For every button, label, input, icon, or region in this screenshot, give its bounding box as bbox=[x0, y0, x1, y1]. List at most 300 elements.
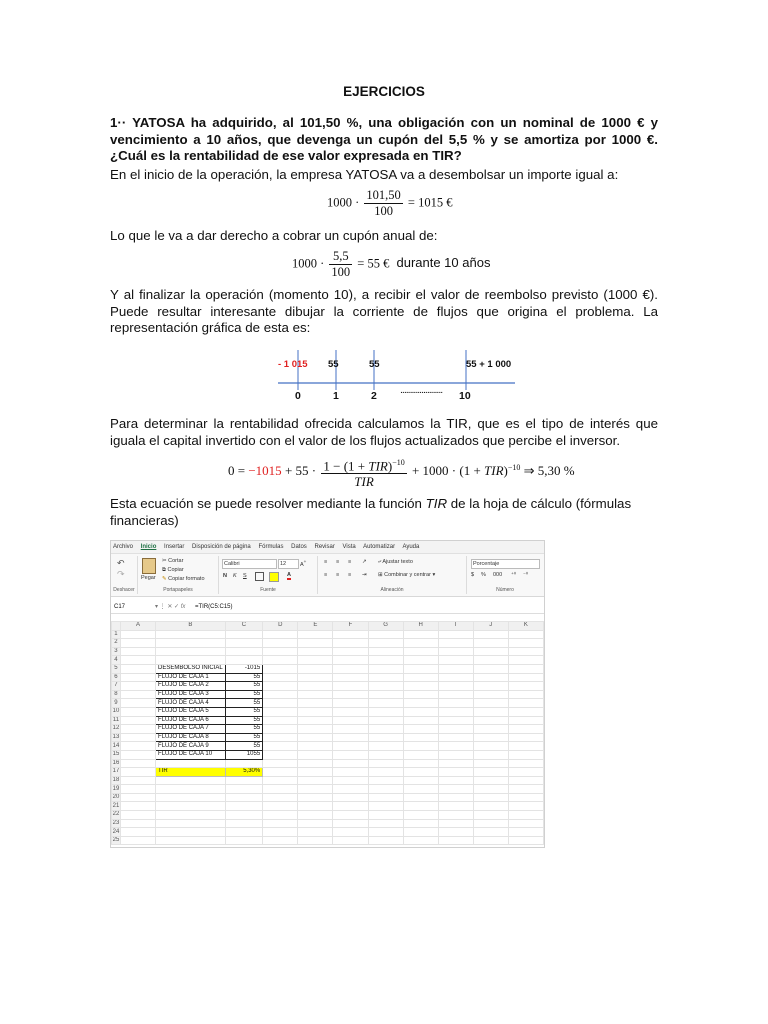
row-header[interactable]: 3 bbox=[112, 647, 121, 656]
cell[interactable] bbox=[225, 828, 262, 837]
redo-icon[interactable]: ↷ bbox=[117, 569, 125, 579]
cell[interactable] bbox=[263, 647, 298, 656]
cell[interactable] bbox=[298, 630, 333, 639]
select-all-corner[interactable] bbox=[112, 622, 121, 631]
row-header[interactable]: 19 bbox=[112, 785, 120, 792]
cell[interactable] bbox=[120, 664, 155, 673]
row-header[interactable]: 22 bbox=[112, 811, 120, 818]
cell[interactable] bbox=[473, 768, 508, 777]
cell[interactable] bbox=[508, 725, 543, 734]
cell[interactable] bbox=[156, 819, 226, 828]
cell[interactable] bbox=[263, 819, 298, 828]
cell[interactable]: 55 bbox=[225, 690, 262, 699]
cell[interactable] bbox=[508, 776, 543, 785]
cell[interactable] bbox=[298, 733, 333, 742]
cell[interactable] bbox=[225, 639, 262, 648]
cell[interactable] bbox=[438, 793, 473, 802]
cell[interactable] bbox=[473, 725, 508, 734]
cell[interactable] bbox=[263, 656, 298, 665]
align-left-icon[interactable]: ≡ bbox=[324, 572, 328, 578]
cell[interactable] bbox=[156, 656, 226, 665]
cell[interactable] bbox=[120, 828, 155, 837]
menu-formulas[interactable]: Fórmulas bbox=[258, 544, 284, 550]
cell[interactable] bbox=[225, 785, 262, 794]
cell[interactable] bbox=[156, 802, 226, 811]
row-header[interactable]: 12 bbox=[112, 725, 120, 732]
cell[interactable] bbox=[473, 742, 508, 751]
cell[interactable] bbox=[368, 811, 403, 820]
cell[interactable] bbox=[403, 690, 438, 699]
cell[interactable] bbox=[333, 768, 368, 777]
cell[interactable] bbox=[225, 811, 262, 820]
cell[interactable] bbox=[225, 647, 262, 656]
cell[interactable]: FLUJO DE CAJA 1 bbox=[156, 673, 226, 682]
column-header[interactable]: G bbox=[368, 622, 403, 631]
cell[interactable] bbox=[508, 828, 543, 837]
cell[interactable] bbox=[333, 673, 368, 682]
cell[interactable] bbox=[298, 699, 333, 708]
cell[interactable] bbox=[156, 759, 226, 768]
align-center-icon[interactable]: ≡ bbox=[336, 572, 340, 578]
cell[interactable] bbox=[438, 664, 473, 673]
cell[interactable] bbox=[403, 673, 438, 682]
cell[interactable] bbox=[508, 836, 543, 845]
cell[interactable] bbox=[333, 776, 368, 785]
cell[interactable] bbox=[473, 793, 508, 802]
cell[interactable]: FLUJO DE CAJA 2 bbox=[156, 682, 226, 691]
cell[interactable] bbox=[403, 664, 438, 673]
cell[interactable] bbox=[473, 647, 508, 656]
cell[interactable] bbox=[263, 707, 298, 716]
grow-font-icon[interactable]: A+ bbox=[300, 559, 307, 568]
cell[interactable] bbox=[508, 682, 543, 691]
underline-icon[interactable]: S bbox=[243, 573, 247, 579]
cell[interactable] bbox=[298, 690, 333, 699]
cell[interactable] bbox=[156, 828, 226, 837]
cell[interactable] bbox=[403, 759, 438, 768]
column-header[interactable]: K bbox=[508, 622, 543, 631]
row-header[interactable]: 25 bbox=[112, 837, 120, 844]
column-header[interactable]: F bbox=[333, 622, 368, 631]
cell[interactable] bbox=[156, 639, 226, 648]
copy-button[interactable] bbox=[162, 567, 184, 574]
cell[interactable] bbox=[333, 793, 368, 802]
cell[interactable] bbox=[403, 639, 438, 648]
paste-label[interactable]: Pegar bbox=[141, 575, 156, 581]
cell[interactable] bbox=[368, 707, 403, 716]
row-header[interactable]: 10 bbox=[112, 708, 120, 715]
cell[interactable] bbox=[473, 811, 508, 820]
cell[interactable] bbox=[508, 768, 543, 777]
cell[interactable]: 55 bbox=[225, 707, 262, 716]
cell[interactable] bbox=[403, 725, 438, 734]
cell[interactable] bbox=[298, 673, 333, 682]
cell[interactable] bbox=[298, 759, 333, 768]
cell[interactable] bbox=[368, 836, 403, 845]
row-header[interactable]: 17 bbox=[112, 768, 120, 775]
cell[interactable] bbox=[403, 793, 438, 802]
column-header[interactable]: A bbox=[120, 622, 155, 631]
cell[interactable] bbox=[263, 682, 298, 691]
cell[interactable] bbox=[368, 750, 403, 759]
cell[interactable] bbox=[333, 690, 368, 699]
align-top-icon[interactable]: ≡ bbox=[324, 559, 328, 565]
cell[interactable] bbox=[263, 725, 298, 734]
cell[interactable] bbox=[473, 750, 508, 759]
cell[interactable] bbox=[368, 725, 403, 734]
cell[interactable] bbox=[298, 785, 333, 794]
cell[interactable] bbox=[120, 768, 155, 777]
cell[interactable]: FLUJO DE CAJA 10 bbox=[156, 750, 226, 759]
row-header[interactable]: 11 bbox=[112, 716, 120, 723]
decrease-decimal-icon[interactable]: ⁻⁰ bbox=[523, 572, 529, 578]
menu-revisar[interactable]: Revisar bbox=[314, 544, 335, 550]
cell[interactable]: FLUJO DE CAJA 6 bbox=[156, 716, 226, 725]
cell[interactable] bbox=[508, 656, 543, 665]
cell[interactable] bbox=[225, 776, 262, 785]
cell[interactable] bbox=[120, 759, 155, 768]
cell[interactable] bbox=[333, 819, 368, 828]
cell[interactable] bbox=[438, 673, 473, 682]
cell[interactable] bbox=[438, 811, 473, 820]
column-header[interactable]: J bbox=[473, 622, 508, 631]
cell[interactable] bbox=[508, 639, 543, 648]
menu-automatizar[interactable]: Automatizar bbox=[363, 544, 396, 550]
cell[interactable] bbox=[438, 733, 473, 742]
cell[interactable] bbox=[508, 793, 543, 802]
cell[interactable] bbox=[263, 836, 298, 845]
cell[interactable] bbox=[263, 630, 298, 639]
cell[interactable]: FLUJO DE CAJA 7 bbox=[156, 725, 226, 734]
cell[interactable] bbox=[368, 819, 403, 828]
cell[interactable] bbox=[298, 682, 333, 691]
cell[interactable] bbox=[508, 647, 543, 656]
cell[interactable] bbox=[298, 828, 333, 837]
cell[interactable] bbox=[298, 768, 333, 777]
cell[interactable] bbox=[263, 811, 298, 820]
cell[interactable] bbox=[403, 742, 438, 751]
cell[interactable]: 55 bbox=[225, 682, 262, 691]
cell[interactable] bbox=[473, 699, 508, 708]
cell[interactable]: 55 bbox=[225, 725, 262, 734]
font-color-icon[interactable]: A bbox=[287, 572, 291, 578]
cell[interactable] bbox=[473, 733, 508, 742]
indent-icon[interactable]: ⇥ bbox=[362, 572, 367, 578]
cell[interactable] bbox=[333, 811, 368, 820]
cell[interactable] bbox=[403, 802, 438, 811]
cell[interactable] bbox=[473, 759, 508, 768]
cell[interactable] bbox=[333, 802, 368, 811]
cell[interactable] bbox=[508, 819, 543, 828]
cell[interactable] bbox=[120, 630, 155, 639]
cell[interactable] bbox=[368, 630, 403, 639]
currency-icon[interactable]: $ bbox=[471, 572, 475, 578]
cell[interactable] bbox=[263, 793, 298, 802]
cell[interactable] bbox=[120, 716, 155, 725]
cell[interactable] bbox=[438, 828, 473, 837]
cell[interactable] bbox=[368, 639, 403, 648]
cell[interactable] bbox=[156, 630, 226, 639]
column-header[interactable]: C bbox=[225, 622, 262, 631]
merge-center-button[interactable]: ⊞ Combinar y centrar ▾ bbox=[378, 572, 436, 578]
cell[interactable] bbox=[298, 776, 333, 785]
cell[interactable] bbox=[438, 690, 473, 699]
cell[interactable] bbox=[368, 733, 403, 742]
cell[interactable] bbox=[438, 742, 473, 751]
cell[interactable] bbox=[333, 707, 368, 716]
orientation-icon[interactable]: ↗ bbox=[362, 559, 367, 565]
cell[interactable] bbox=[438, 785, 473, 794]
row-header[interactable]: 18 bbox=[112, 776, 120, 783]
cell[interactable] bbox=[156, 776, 226, 785]
cell[interactable] bbox=[508, 630, 543, 639]
cell[interactable] bbox=[263, 776, 298, 785]
cell[interactable] bbox=[333, 828, 368, 837]
column-header[interactable]: I bbox=[438, 622, 473, 631]
row-header[interactable]: 9 bbox=[112, 699, 121, 708]
cell[interactable] bbox=[508, 733, 543, 742]
cell[interactable] bbox=[403, 707, 438, 716]
cell[interactable] bbox=[120, 785, 155, 794]
name-box[interactable]: C17 bbox=[114, 604, 126, 610]
cell[interactable] bbox=[120, 793, 155, 802]
cell[interactable] bbox=[298, 742, 333, 751]
row-header[interactable]: 4 bbox=[112, 656, 121, 665]
menu-inicio[interactable]: Inicio bbox=[140, 544, 157, 550]
cell[interactable] bbox=[438, 776, 473, 785]
cell[interactable] bbox=[120, 647, 155, 656]
cell[interactable] bbox=[508, 707, 543, 716]
row-header[interactable]: 16 bbox=[112, 759, 120, 766]
cell[interactable] bbox=[368, 699, 403, 708]
cell[interactable] bbox=[333, 664, 368, 673]
cell[interactable] bbox=[263, 768, 298, 777]
cell[interactable] bbox=[403, 630, 438, 639]
cell[interactable] bbox=[333, 639, 368, 648]
cell[interactable] bbox=[473, 819, 508, 828]
cell[interactable] bbox=[333, 716, 368, 725]
cell[interactable]: 55 bbox=[225, 673, 262, 682]
cell[interactable] bbox=[403, 733, 438, 742]
cell[interactable] bbox=[225, 802, 262, 811]
cell[interactable] bbox=[120, 673, 155, 682]
cell[interactable] bbox=[438, 750, 473, 759]
cell[interactable] bbox=[263, 828, 298, 837]
cell[interactable] bbox=[438, 682, 473, 691]
cell[interactable] bbox=[263, 785, 298, 794]
cell[interactable] bbox=[120, 802, 155, 811]
cell[interactable] bbox=[368, 664, 403, 673]
cell[interactable] bbox=[263, 742, 298, 751]
cell[interactable] bbox=[473, 664, 508, 673]
cell[interactable] bbox=[438, 647, 473, 656]
cut-button[interactable] bbox=[162, 558, 183, 564]
cell[interactable] bbox=[508, 750, 543, 759]
cell[interactable] bbox=[473, 785, 508, 794]
column-header[interactable]: H bbox=[403, 622, 438, 631]
cell[interactable] bbox=[298, 639, 333, 648]
cell[interactable] bbox=[368, 785, 403, 794]
row-header[interactable]: 13 bbox=[112, 734, 120, 741]
cell[interactable] bbox=[508, 742, 543, 751]
cell[interactable] bbox=[333, 742, 368, 751]
cell[interactable] bbox=[403, 836, 438, 845]
cell[interactable] bbox=[473, 673, 508, 682]
cell[interactable] bbox=[298, 707, 333, 716]
cell[interactable] bbox=[156, 647, 226, 656]
cell[interactable] bbox=[120, 682, 155, 691]
bold-icon[interactable]: N bbox=[223, 573, 227, 579]
wrap-text-button[interactable] bbox=[378, 559, 413, 566]
menu-archivo[interactable]: Archivo bbox=[113, 544, 134, 550]
cell[interactable] bbox=[333, 785, 368, 794]
cell[interactable] bbox=[225, 759, 262, 768]
cell[interactable] bbox=[368, 716, 403, 725]
cell[interactable] bbox=[403, 811, 438, 820]
row-header[interactable]: 5 bbox=[112, 664, 121, 673]
cell[interactable]: TIR bbox=[156, 768, 226, 777]
cell[interactable] bbox=[156, 785, 226, 794]
cell[interactable] bbox=[403, 647, 438, 656]
cell[interactable] bbox=[333, 733, 368, 742]
menu-vista[interactable]: Vista bbox=[342, 544, 356, 550]
cell[interactable] bbox=[473, 776, 508, 785]
cell[interactable] bbox=[368, 828, 403, 837]
cell[interactable] bbox=[403, 750, 438, 759]
cell[interactable] bbox=[333, 750, 368, 759]
cell[interactable]: 5,30% bbox=[225, 768, 262, 777]
cell[interactable] bbox=[508, 699, 543, 708]
font-size-select[interactable]: 12 bbox=[278, 559, 299, 569]
cell[interactable] bbox=[508, 759, 543, 768]
cell[interactable] bbox=[473, 707, 508, 716]
cell[interactable]: FLUJO DE CAJA 4 bbox=[156, 699, 226, 708]
cell[interactable]: 55 bbox=[225, 716, 262, 725]
cell[interactable] bbox=[225, 656, 262, 665]
cell[interactable] bbox=[225, 793, 262, 802]
cell[interactable] bbox=[333, 647, 368, 656]
cell[interactable]: FLUJO DE CAJA 8 bbox=[156, 733, 226, 742]
cell[interactable] bbox=[438, 707, 473, 716]
column-header[interactable]: E bbox=[298, 622, 333, 631]
align-middle-icon[interactable]: ≡ bbox=[336, 559, 340, 565]
cell[interactable] bbox=[298, 750, 333, 759]
row-header[interactable]: 24 bbox=[112, 828, 120, 835]
cell[interactable]: 55 bbox=[225, 699, 262, 708]
cell[interactable] bbox=[473, 828, 508, 837]
cell[interactable]: FLUJO DE CAJA 5 bbox=[156, 707, 226, 716]
cell[interactable] bbox=[368, 768, 403, 777]
cell[interactable] bbox=[120, 733, 155, 742]
cell[interactable] bbox=[298, 656, 333, 665]
thousands-icon[interactable]: 000 bbox=[493, 572, 503, 578]
percent-icon[interactable]: % bbox=[481, 572, 486, 578]
cell[interactable]: -1015 bbox=[225, 664, 262, 673]
cell[interactable] bbox=[403, 785, 438, 794]
cell[interactable] bbox=[298, 802, 333, 811]
cell[interactable] bbox=[438, 725, 473, 734]
cell[interactable] bbox=[438, 639, 473, 648]
cell[interactable] bbox=[473, 836, 508, 845]
cell[interactable] bbox=[403, 768, 438, 777]
cell[interactable] bbox=[368, 776, 403, 785]
cell[interactable] bbox=[473, 656, 508, 665]
row-header[interactable]: 15 bbox=[112, 751, 120, 758]
cell[interactable] bbox=[298, 716, 333, 725]
cell[interactable] bbox=[438, 699, 473, 708]
formula-input[interactable]: =TIR(C5:C15) bbox=[195, 604, 233, 610]
row-header[interactable]: 14 bbox=[112, 742, 120, 749]
menu-disposicion[interactable]: Disposición de página bbox=[192, 544, 251, 550]
cell[interactable] bbox=[368, 742, 403, 751]
cell[interactable] bbox=[368, 802, 403, 811]
cell[interactable] bbox=[225, 630, 262, 639]
row-header[interactable]: 23 bbox=[112, 819, 120, 826]
cell[interactable] bbox=[120, 639, 155, 648]
cell[interactable] bbox=[368, 793, 403, 802]
cell[interactable]: FLUJO DE CAJA 9 bbox=[156, 742, 226, 751]
cell[interactable] bbox=[508, 690, 543, 699]
increase-decimal-icon[interactable]: ⁺⁰ bbox=[511, 572, 517, 578]
cell[interactable] bbox=[438, 759, 473, 768]
cell[interactable] bbox=[298, 811, 333, 820]
cell[interactable] bbox=[438, 630, 473, 639]
cell[interactable] bbox=[120, 742, 155, 751]
cell[interactable] bbox=[473, 802, 508, 811]
cell[interactable]: 55 bbox=[225, 733, 262, 742]
column-header[interactable]: B bbox=[156, 622, 226, 631]
cell[interactable] bbox=[120, 690, 155, 699]
cell[interactable]: 55 bbox=[225, 742, 262, 751]
cell[interactable] bbox=[438, 836, 473, 845]
cell[interactable] bbox=[508, 785, 543, 794]
cell[interactable] bbox=[368, 647, 403, 656]
row-header[interactable]: 7 bbox=[112, 682, 121, 691]
cell[interactable] bbox=[333, 682, 368, 691]
cell[interactable] bbox=[508, 802, 543, 811]
font-name-select[interactable]: Calibri bbox=[222, 559, 277, 569]
cell[interactable] bbox=[368, 690, 403, 699]
cell[interactable] bbox=[263, 673, 298, 682]
cell[interactable] bbox=[298, 836, 333, 845]
cell[interactable] bbox=[156, 836, 226, 845]
cell[interactable]: DESEMBOLSO INICIAL bbox=[156, 664, 226, 673]
cell[interactable] bbox=[263, 733, 298, 742]
cell[interactable] bbox=[333, 656, 368, 665]
cell[interactable] bbox=[263, 690, 298, 699]
align-right-icon[interactable]: ≡ bbox=[348, 572, 352, 578]
cell[interactable] bbox=[508, 673, 543, 682]
cell[interactable] bbox=[368, 759, 403, 768]
cell[interactable]: FLUJO DE CAJA 3 bbox=[156, 690, 226, 699]
cell[interactable] bbox=[333, 836, 368, 845]
cell[interactable] bbox=[263, 664, 298, 673]
cell[interactable] bbox=[403, 656, 438, 665]
cell[interactable] bbox=[225, 819, 262, 828]
cell[interactable] bbox=[298, 664, 333, 673]
cell[interactable] bbox=[368, 673, 403, 682]
fill-color-icon[interactable] bbox=[269, 572, 279, 582]
row-header[interactable]: 2 bbox=[112, 639, 121, 648]
row-header[interactable]: 21 bbox=[112, 802, 120, 809]
cell[interactable] bbox=[120, 750, 155, 759]
row-header[interactable]: 6 bbox=[112, 673, 121, 682]
cell[interactable] bbox=[120, 725, 155, 734]
cell[interactable] bbox=[263, 759, 298, 768]
cell[interactable] bbox=[438, 819, 473, 828]
format-painter-button[interactable] bbox=[162, 576, 205, 582]
cell[interactable] bbox=[120, 656, 155, 665]
